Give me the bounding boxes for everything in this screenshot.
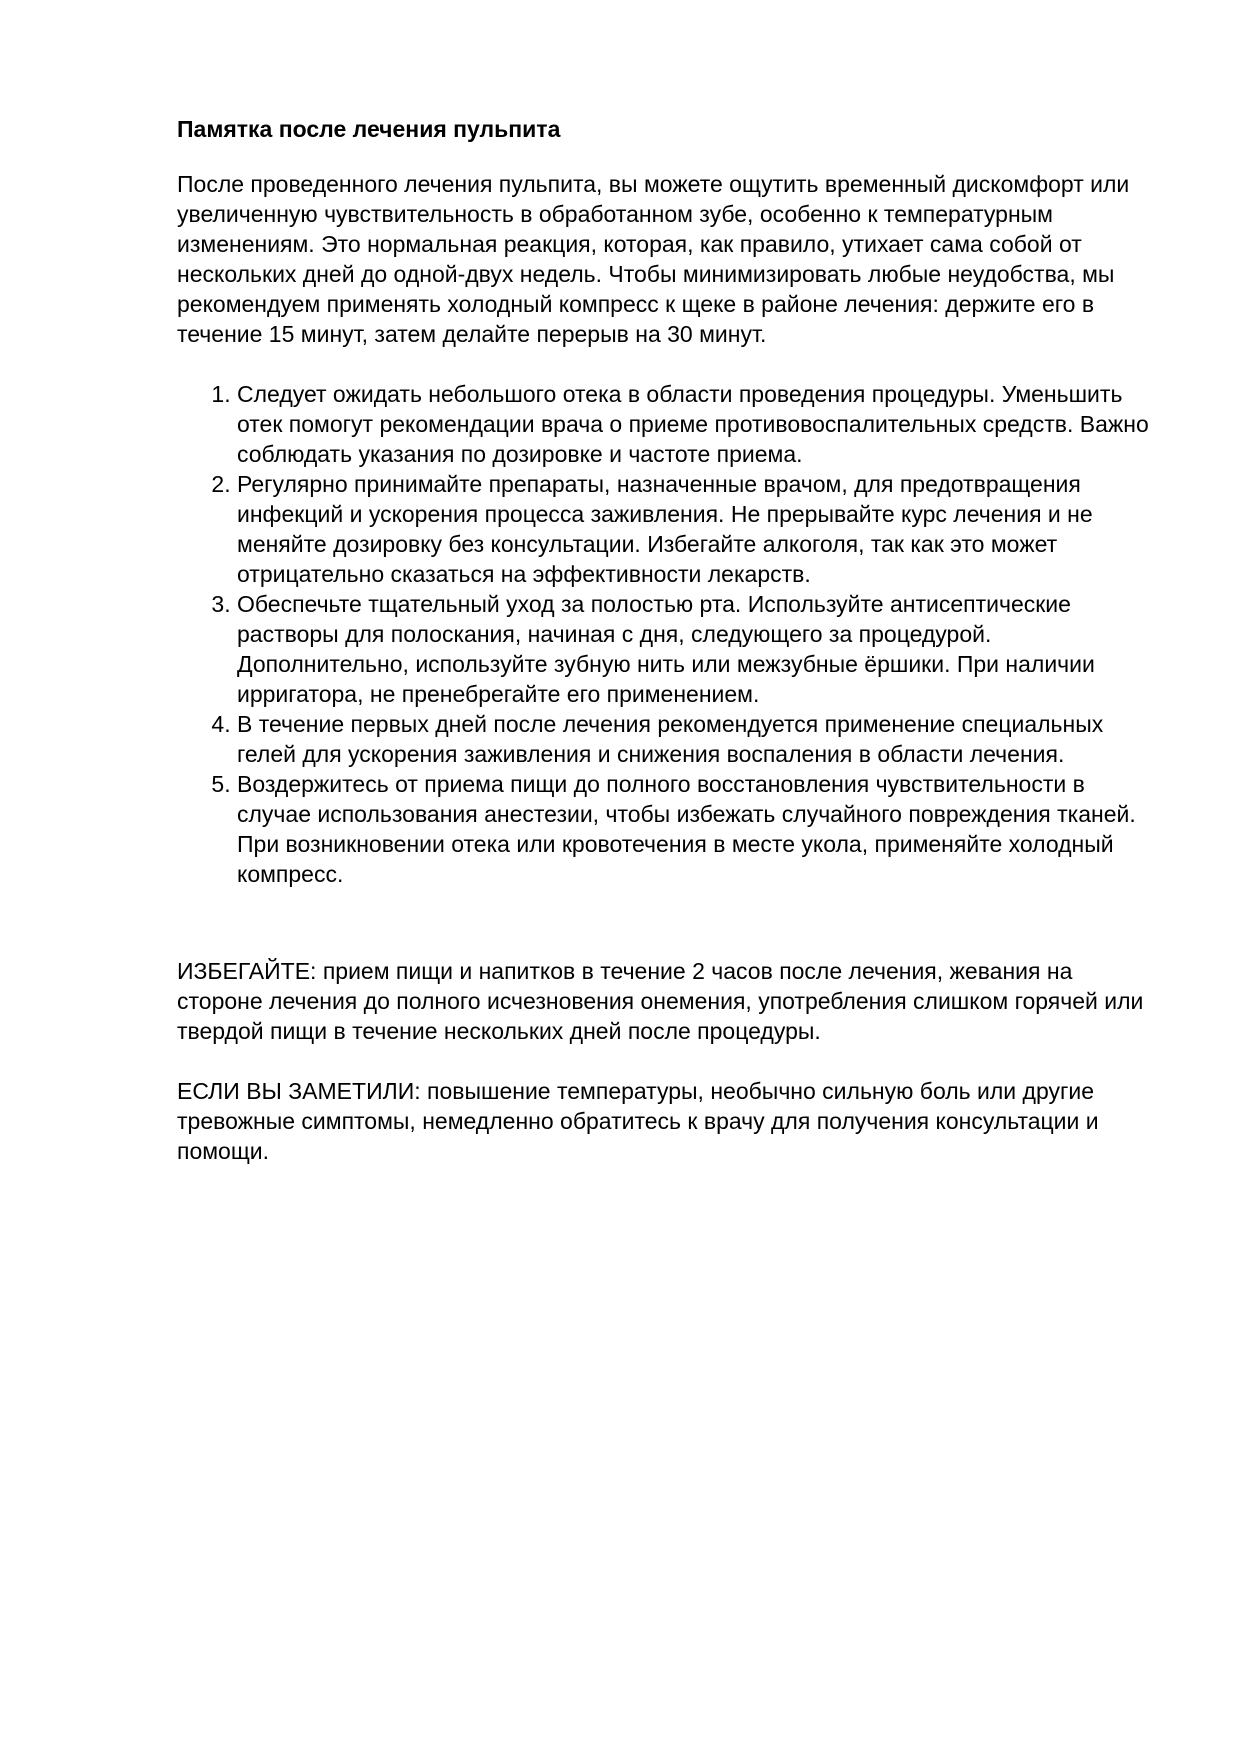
notice-paragraph: ЕСЛИ ВЫ ЗАМЕТИЛИ: повышение температуры, необычно сильную боль или другие тревожные симптомы, немедленно обратитесь к врачу для получения консультации и помощи. <box>177 1078 1099 1164</box>
list-item: 1. Следует ожидать небольшого отека в области проведения процедуры. Уменьшить отек помогут рекомендации врача о приеме противовоспалительных средств. Важно соблюдать указания по дозировке и частоте приема. <box>237 379 1152 469</box>
intro-paragraph: После проведенного лечения пульпита, вы можете ощутить временный дискомфорт или увеличенную чувствительность в обработанном зубе, особенно к температурным изменениям. Это нормальная реакция, которая, как правило, утихает сама собой от нескольких дней до одной-двух недель. Чтобы минимизировать любые неудобства, мы рекомендуем применять холодный компресс к щеке в районе лечения: держите его в течение 15 минут, затем делайте перерыв на 30 минут. <box>177 171 1130 347</box>
document-title: Памятка после лечения пульпита <box>177 116 561 142</box>
list-item: 2. Регулярно принимайте препараты, назначенные врачом, для предотвращения инфекций и ускорения процесса заживления. Не прерывайте курс лечения и не меняйте дозировку без консультации. Избегайте алкоголя, так как это может отрицательно сказаться на эффективности лекарств. <box>237 469 1152 589</box>
avoid-paragraph: ИЗБЕГАЙТЕ: прием пищи и напитков в течение 2 часов после лечения, жевания на стороне лечения до полного исчезновения онемения, употребления слишком горячей или твердой пищи в течение нескольких дней после процедуры. <box>177 958 1144 1044</box>
list-item: 3. Обеспечьте тщательный уход за полостью рта. Используйте антисептические растворы для полоскания, начиная с дня, следующего за процедурой. Дополнительно, используйте зубную нить или межзубные ёршики. При наличии ирригатора, не пренебрегайте его применением. <box>237 589 1152 709</box>
instructions-list <box>177 379 1152 889</box>
list-item: 4. В течение первых дней после лечения рекомендуется применение специальных гелей для ускорения заживления и снижения воспаления в области лечения. <box>237 709 1152 769</box>
list-item: 5. Воздержитесь от приема пищи до полного восстановления чувствительности в случае использования анестезии, чтобы избежать случайного повреждения тканей. При возникновении отека или кровотечения в месте укола, применяйте холодный компресс. <box>237 769 1152 889</box>
